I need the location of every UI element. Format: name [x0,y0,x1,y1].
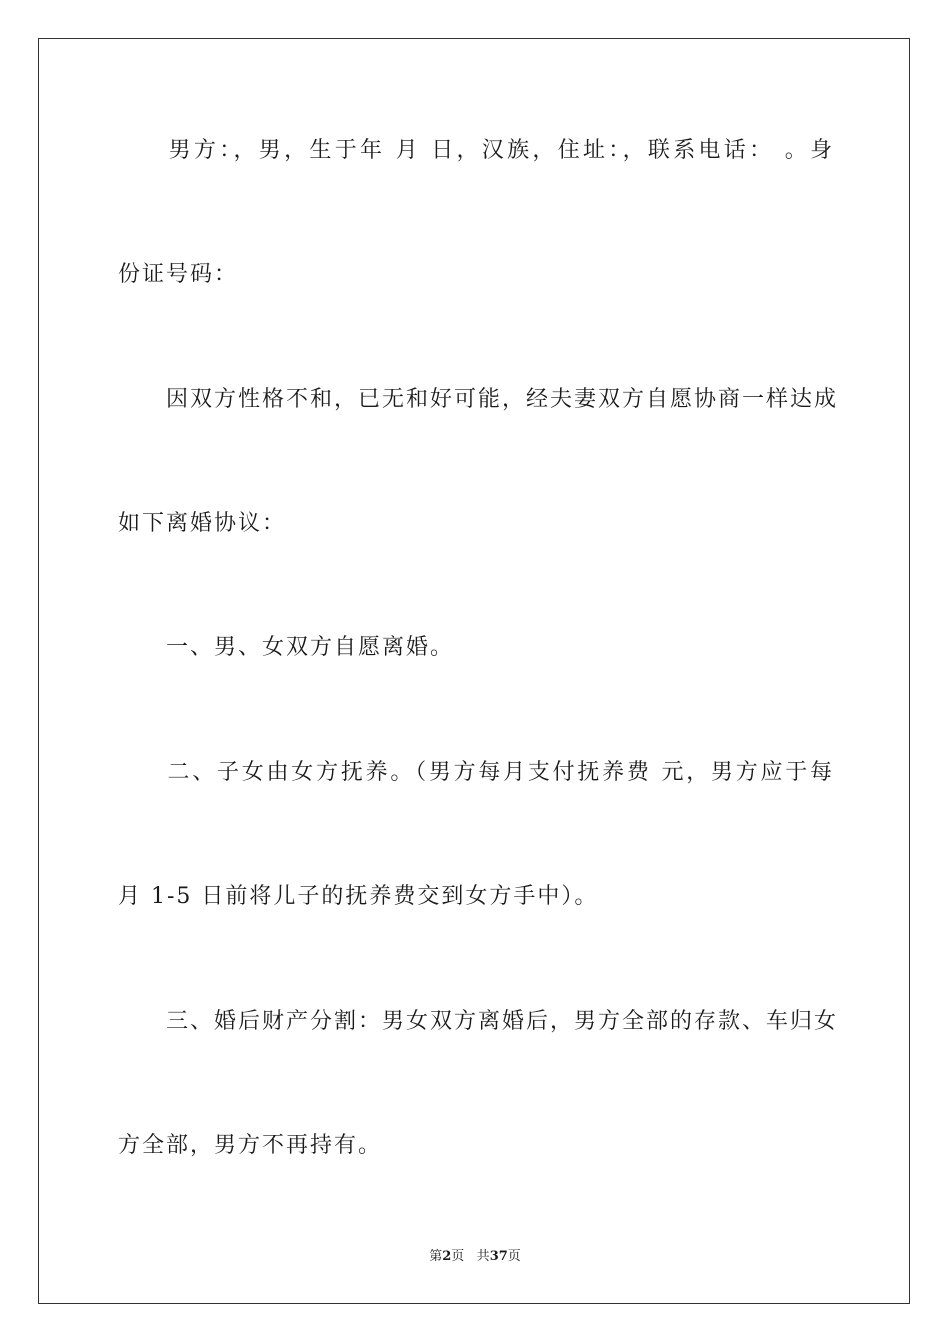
paragraph-line-3: 因双方性格不和，已无和好可能，经夫妻双方自愿协商一样达成 [118,387,839,412]
paragraph-line-5: 一、男、女双方自愿离婚。 [118,635,455,660]
paragraph-line-1: 男方：，男，生于年 月 日，汉族，住址：，联系电话： 。身 [118,138,834,163]
page-number: 2 [442,1249,452,1264]
total-pages: 37 [489,1249,508,1264]
paragraph-line-9: 方全部，男方不再持有。 [118,1133,383,1158]
paragraph-line-8: 三、婚后财产分割：男女双方离婚后，男方全部的存款、车归女 [118,1009,839,1034]
page-prefix: 第 [429,1249,443,1264]
page-suffix: 页 [451,1249,465,1264]
paragraph-line-2: 份证号码： [118,262,239,287]
paragraph-line-6: 二、子女由女方抚养。（男方每月支付抚养费 元，男方应于每 [118,760,834,785]
paragraph-line-4: 如下离婚协议： [118,511,287,536]
paragraph-line-7: 月 1-5 日前将儿子的抚养费交到女方手中）。 [118,884,599,909]
total-suffix: 页 [507,1249,521,1264]
page-border [38,38,910,1304]
total-prefix: 共 [476,1249,490,1264]
page-footer [0,1249,950,1265]
